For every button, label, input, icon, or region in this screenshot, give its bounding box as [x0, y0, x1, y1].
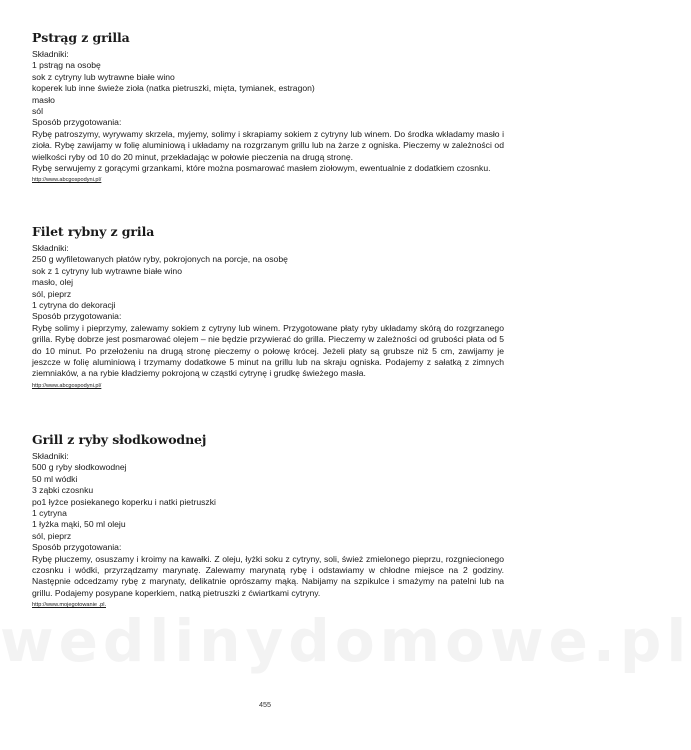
ingredient-line: masło, olej [32, 277, 74, 288]
method-paragraph: Rybę serwujemy z gorącymi grzankami, które można posmarować masłem ziołowym, ewentualnie z dodatkiem czosnku. [32, 163, 491, 174]
ingredient-line: sól [32, 106, 43, 117]
source-link[interactable]: http://www.abcgospodyni.pl/ [32, 382, 102, 389]
ingredient-line: 3 ząbki czosnku [32, 485, 94, 496]
ingredient-line: po1 łyżce posiekanego koperku i natki pietruszki [32, 496, 216, 507]
ingredient-line: sól, pieprz [32, 530, 72, 541]
ingredient-line: sok z 1 cytryny lub wytrawne białe wino [32, 265, 182, 276]
page-number: 455 [259, 700, 271, 709]
ingredients-label: Składniki: [32, 243, 69, 253]
recipe-title: Pstrąg z grilla [32, 30, 130, 45]
recipe-title: Filet rybny z grila [32, 224, 155, 239]
ingredient-line: 1 łyżka mąki, 50 ml oleju [32, 519, 126, 530]
ingredient-line: 1 cytryna do dekoracji [32, 300, 116, 311]
source-link[interactable]: http://www.abcgospodyni.pl/ [32, 177, 102, 184]
recipe-grill-z-ryby-slodkowodnej [32, 432, 504, 609]
ingredient-line: masło [32, 94, 55, 105]
ingredients-label: Składniki: [32, 49, 69, 59]
ingredient-line: sól, pieprz [32, 288, 72, 299]
ingredient-line: 1 cytryna [32, 508, 67, 519]
method-paragraph: Rybę płuczemy, osuszamy i kroimy na kawałki. Z oleju, łyżki soku z cytryny, soli, śwież zmielonego pieprzu, rozgniecionego czosnku i wódki, przyrządzamy marynatę. Zalewamy marynatą rybę i odstawiamy w chłodne miejsce na 2 godziny. Następnie odcedzamy rybę z marynaty, delikatnie oprószamy mąką. Nabijamy na szpikulce i smażymy na patelni lub na grillu. Podajemy posypane koperkiem, natką pietruszki z ćwiartkami cytryny. [32, 553, 504, 598]
ingredients-label: Składniki: [32, 451, 69, 461]
ingredient-line: 500 g ryby słodkowodnej [32, 462, 127, 473]
method-label: Sposób przygotowania: [32, 311, 122, 322]
method-paragraph: Rybę patroszymy, wyrywamy skrzela, myjemy, solimy i skrapiamy sokiem z cytryny lub winem. Do środka wkładamy masło i zioła. Rybę zawijamy w folię aluminiową i układamy na rozgrzanym grillu lub na żarze z ogniska. Pieczemy w zależności od wielkości ryby od 10 do 20 minut, przekładając w połowie pieczenia na drugą stronę. [32, 128, 504, 162]
method-label: Sposób przygotowania: [32, 117, 122, 128]
ingredient-line: 1 pstrąg na osobę [32, 60, 101, 71]
ingredient-line: 250 g wyfiletowanych płatów ryby, pokrojonych na porcje, na osobę [32, 254, 288, 265]
method-paragraph: Rybę solimy i pieprzymy, zalewamy sokiem z cytryny lub winem. Przygotowane płaty ryby układamy skórą do rozgrzanego grilla. Rybę dobrze jest posmarować olejem – nie będzie przywierać do grilla. Pieczemy w zależności od grubości płata od 5 do 10 minut. Po przełożeniu na drugą stronę pieczemy o połowę krócej. Jeżeli płaty są grubsze niż 5 cm, zawijamy je jeszcze w folię aluminiową i trzymamy dodatkowe 5 minut na grillu lub na skraju ogniska. Podajemy z sałatką z zimnych ziemniaków, a na rybie kładziemy pokrojoną w cząstki cytrynę i grudkę świeżego masła. [32, 322, 504, 379]
recipe-pstrag-z-grilla [32, 30, 504, 184]
method-label: Sposób przygotowania: [32, 542, 122, 553]
ingredient-line: koperek lub inne świeże zioła (natka pietruszki, mięta, tymianek, estragon) [32, 83, 315, 94]
recipe-filet-rybny-z-grila [32, 224, 504, 390]
recipe-title: Grill z ryby słodkowodnej [32, 432, 207, 447]
source-link[interactable]: http://www.mojegotowanie .pl. [32, 602, 106, 609]
ingredient-line: 50 ml wódki [32, 473, 78, 484]
watermark: wedlinydomowe.pl [0, 607, 691, 675]
ingredient-line: sok z cytryny lub wytrawne białe wino [32, 71, 175, 82]
